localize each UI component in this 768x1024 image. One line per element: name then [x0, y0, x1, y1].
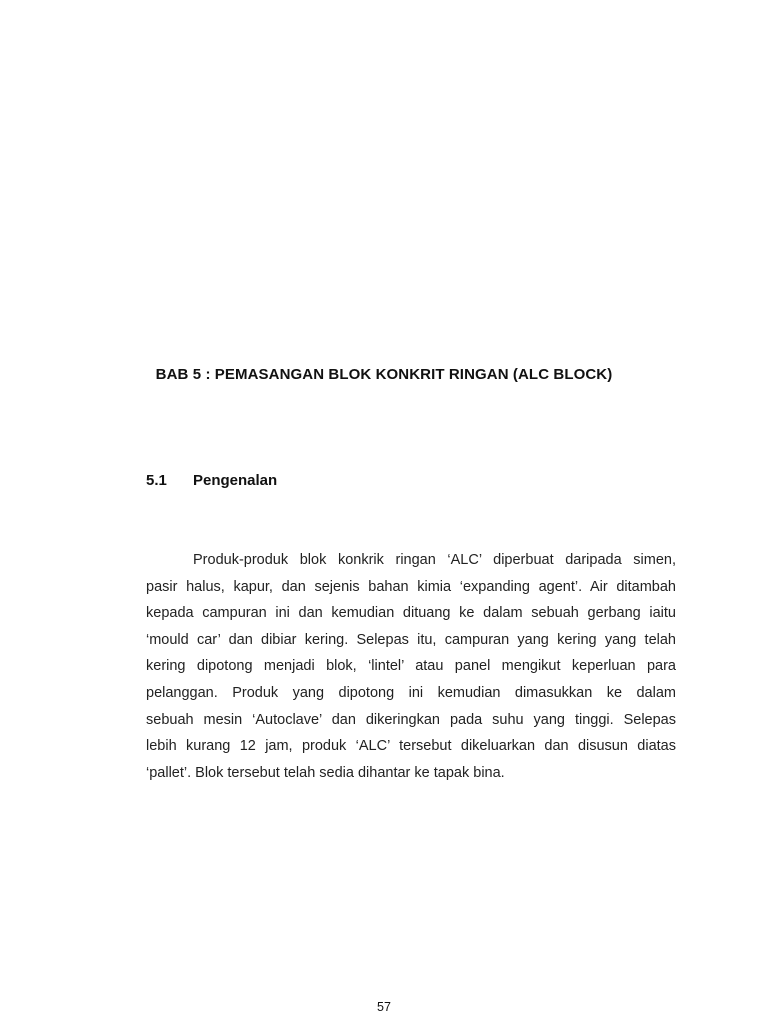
- paragraph-line: lebih kurang 12 jam, produk ‘ALC’ tersebut dikeluarkan dan disusun diatas: [146, 738, 676, 755]
- section-title: Pengenalan: [193, 472, 278, 489]
- body-paragraph: [146, 547, 676, 786]
- paragraph-line: pasir halus, kapur, dan sejenis bahan kimia ‘expanding agent’. Air ditambah: [146, 578, 676, 595]
- section-heading: [146, 472, 277, 489]
- section-number: 5.1: [146, 472, 167, 489]
- paragraph-line: kering dipotong menjadi blok, ‘lintel’ atau panel mengikut keperluan para: [146, 658, 676, 675]
- chapter-title: BAB 5 : PEMASANGAN BLOK KONKRIT RINGAN (ALC BLOCK): [155, 366, 613, 383]
- paragraph-line: sebuah mesin ‘Autoclave’ dan dikeringkan pada suhu yang tinggi. Selepas: [146, 711, 676, 728]
- page-number: 57: [377, 1000, 391, 1014]
- paragraph-line: Produk-produk blok konkrik ringan ‘ALC’ diperbuat daripada simen,: [193, 552, 676, 568]
- paragraph-line: pelanggan. Produk yang dipotong ini kemudian dimasukkan ke dalam: [146, 684, 676, 701]
- paragraph-line: ‘pallet’. Blok tersebut telah sedia dihantar ke tapak bina.: [146, 764, 505, 781]
- paragraph-line: ‘mould car’ dan dibiar kering. Selepas itu, campuran yang kering yang telah: [146, 631, 676, 648]
- paragraph-line: kepada campuran ini dan kemudian dituang ke dalam sebuah gerbang iaitu: [146, 605, 676, 622]
